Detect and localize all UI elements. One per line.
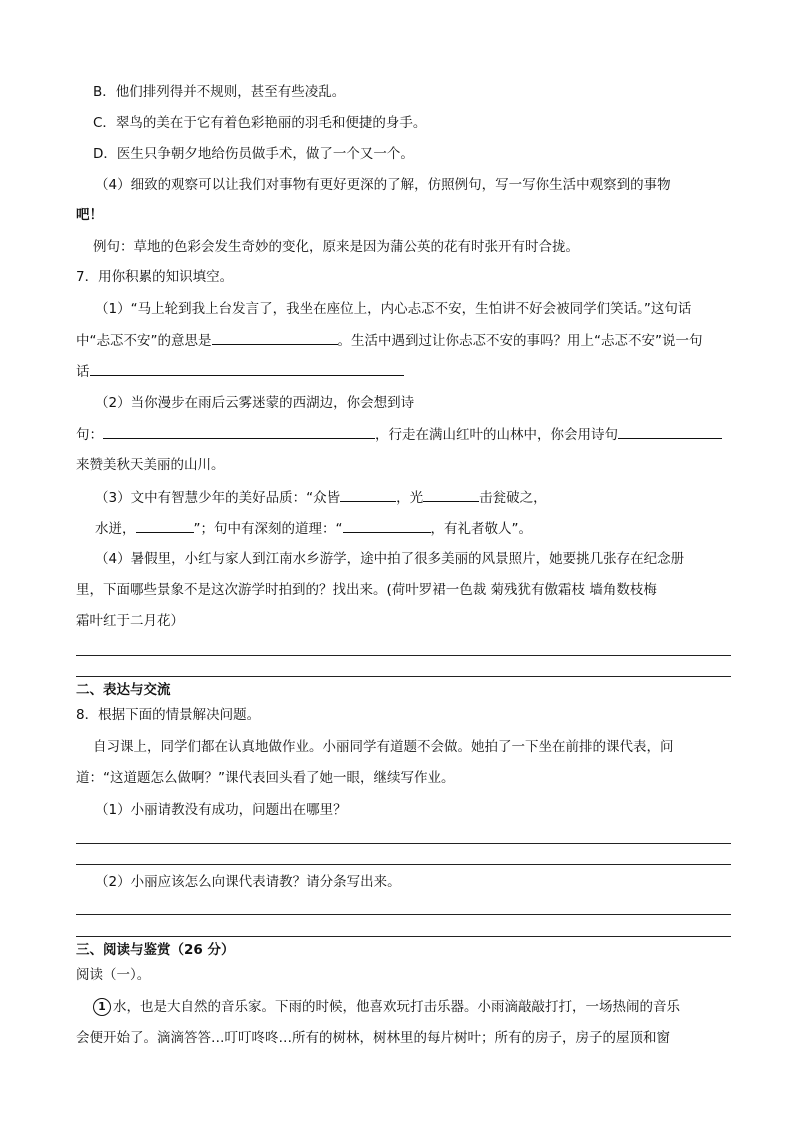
- answer-blank[interactable]: [343, 519, 431, 533]
- q7-sub3-text-c: 击瓮破之，: [479, 490, 547, 506]
- q8-sub2: （2）小丽应该怎么向课代表请教？请分条写出来。: [95, 874, 401, 890]
- q7-sub3-text-d: 水迸，: [95, 521, 136, 537]
- answer-line[interactable]: [76, 864, 731, 865]
- q7-sub2-line2: [76, 425, 722, 444]
- answer-blank[interactable]: [340, 488, 396, 502]
- answer-line[interactable]: [76, 936, 731, 937]
- q7-sub3-text-a: （3）文中有智慧少年的美好品质：“众皆: [95, 490, 341, 506]
- q7-sub3-text-b: ，光: [396, 490, 424, 506]
- q6-sub4-line1: （4）细致的观察可以让我们对事物有更好更深的了解，仿照例句，写一写你生活中观察到的事物: [95, 177, 671, 193]
- q7-title: 7．用你积累的知识填空。: [76, 269, 234, 285]
- q8-paragraph-line2: 道：“这道题怎么做啊？”课代表回头看了她一眼，继续写作业。: [76, 770, 455, 786]
- q7-sub1-line2: [76, 331, 703, 350]
- answer-line[interactable]: [76, 676, 731, 677]
- q7-sub1-text-b: 。生活中遇到过让你忐忑不安的事吗？用上“忐忑不安”说一句: [337, 333, 703, 349]
- q7-sub3-text-f: ，有礼者敬人”。: [430, 521, 532, 537]
- answer-line[interactable]: [76, 843, 731, 844]
- q7-sub4-line1: （4）暑假里，小红与家人到江南水乡游学，途中拍了很多美丽的风景照片，她要挑几张存在纪念册: [95, 551, 685, 567]
- q7-sub1-text-c: 话: [76, 364, 90, 380]
- answer-blank[interactable]: [212, 331, 338, 345]
- q7-sub2-text-a: 句：: [76, 427, 103, 443]
- q6-sub4-line2: 吧！: [76, 207, 103, 223]
- section-heading-reading: 三、阅读与鉴赏（26 分）: [76, 942, 235, 958]
- answer-line[interactable]: [76, 655, 731, 656]
- answer-blank[interactable]: [423, 488, 479, 502]
- q7-sub4-line3: 霜叶红于二月花）: [76, 613, 184, 629]
- q7-sub2-text-b: ，行走在满山红叶的山林中，你会用诗句: [375, 427, 618, 443]
- q7-sub2-line3: 来赞美秋天美丽的山川。: [76, 457, 225, 473]
- option-b: B．他们排列得并不规则，甚至有些凌乱。: [93, 84, 346, 100]
- q7-sub1-line1: （1）“马上轮到我上台发言了，我坐在座位上，内心忐忑不安，生怕讲不好会被同学们笑话。”这句话: [95, 301, 692, 317]
- reading-label: 阅读（一）。: [76, 967, 151, 983]
- reading-paragraph-line2: 会便开始了。滴滴答答…叮叮咚咚…所有的树林，树林里的每片树叶；所有的房子，房子的屋顶和窗: [76, 1030, 670, 1046]
- answer-line[interactable]: [76, 914, 731, 915]
- reading-text: 水，也是大自然的音乐家。下雨的时候，他喜欢玩打击乐器。小雨滴敲敲打打，一场热闹的音乐: [113, 999, 680, 1015]
- q7-sub3-line1: [95, 488, 547, 507]
- q7-sub4-line2: 里，下面哪些景象不是这次游学时拍到的？找出来。(荷叶罗裙一色裁 菊残犹有傲霜枝 墙角数枝梅: [76, 582, 657, 598]
- q7-sub3-line2: [95, 519, 532, 538]
- option-c: C．翠鸟的美在于它有着色彩艳丽的羽毛和便捷的身手。: [93, 115, 427, 131]
- answer-blank[interactable]: [618, 425, 722, 439]
- example-sentence: 例句：草地的色彩会发生奇妙的变化，原来是因为蒲公英的花有时张开有时合拢。: [93, 239, 579, 255]
- paragraph-number-icon: 1: [93, 998, 111, 1016]
- answer-blank[interactable]: [90, 362, 404, 376]
- option-d: D．医生只争朝夕地给伤员做手术，做了一个又一个。: [93, 146, 414, 162]
- answer-blank[interactable]: [103, 425, 375, 439]
- q8-paragraph-line1: 自习课上，同学们都在认真地做作业。小丽同学有道题不会做。她拍了一下坐在前排的课代表，问: [93, 739, 674, 755]
- section-heading-expression: 二、表达与交流: [76, 682, 171, 698]
- q8-title: 8．根据下面的情景解决问题。: [76, 707, 261, 723]
- q7-sub1-line3: [76, 362, 404, 381]
- reading-paragraph-line1: [93, 998, 680, 1016]
- q7-sub3-text-e: ”；句中有深刻的道理：“: [193, 521, 343, 537]
- q8-sub1: （1）小丽请教没有成功，问题出在哪里？: [95, 802, 347, 818]
- q7-sub1-text-a: 中“忐忑不安”的意思是: [76, 333, 212, 349]
- q7-sub2-line1: （2）当你漫步在雨后云雾迷蒙的西湖边，你会想到诗: [95, 395, 415, 411]
- answer-blank[interactable]: [136, 519, 194, 533]
